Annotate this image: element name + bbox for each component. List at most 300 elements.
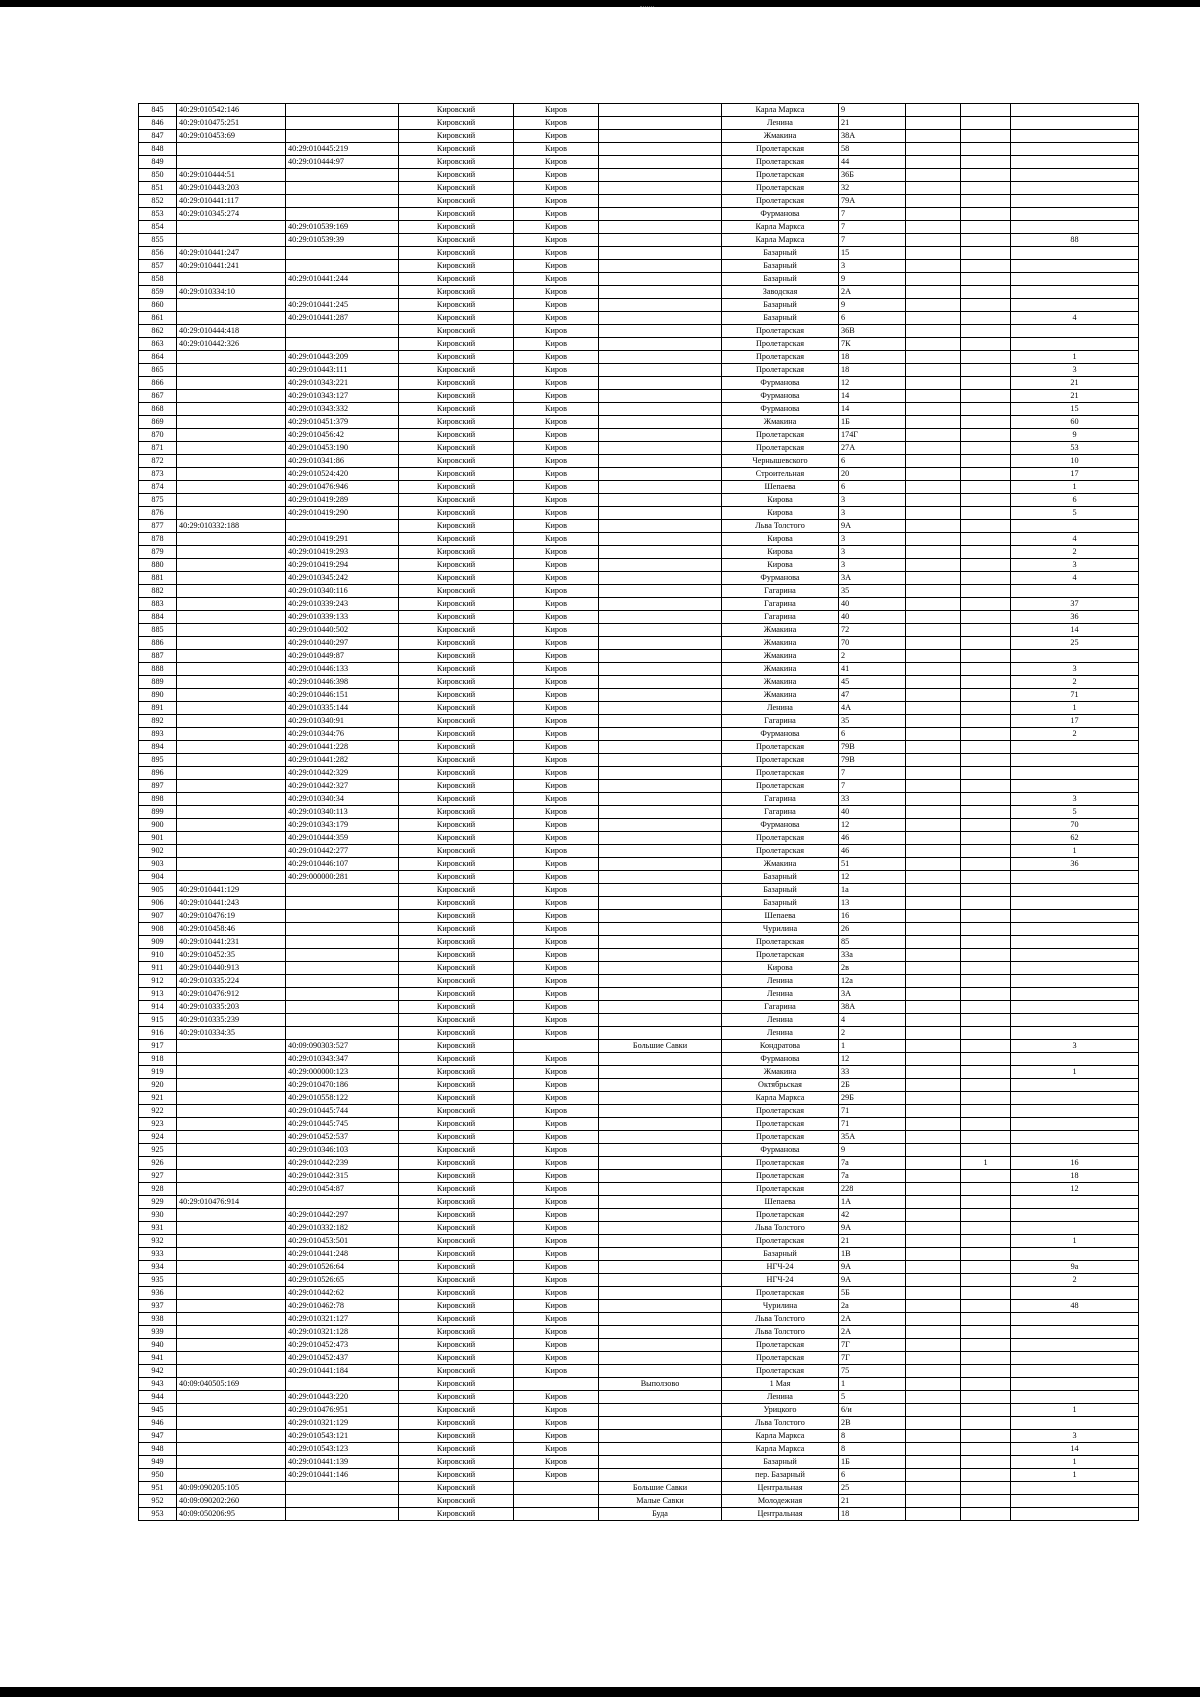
house-cell: 1Б: [839, 1456, 906, 1469]
house-cell: 7а: [839, 1170, 906, 1183]
village-cell: [599, 715, 722, 728]
city-cell: Киров: [514, 1430, 599, 1443]
flat-cell: [1011, 169, 1139, 182]
extra-cell-2: [961, 1482, 1011, 1495]
extra-cell-2: [961, 1365, 1011, 1378]
street-cell: Льва Толстого: [722, 520, 839, 533]
extra-cell-2: [961, 533, 1011, 546]
house-cell: 38А: [839, 130, 906, 143]
extra-cell-2: [961, 338, 1011, 351]
table-row: [139, 1183, 1139, 1196]
city-cell: Киров: [514, 1170, 599, 1183]
flat-cell: 3: [1011, 364, 1139, 377]
extra-cell-2: [961, 1131, 1011, 1144]
cadastral-number: [177, 650, 286, 663]
village-cell: [599, 1248, 722, 1261]
row-number: 889: [139, 676, 177, 689]
cadastral-number: [177, 1092, 286, 1105]
row-number: 933: [139, 1248, 177, 1261]
cadastral-number: [177, 832, 286, 845]
city-cell: Киров: [514, 1235, 599, 1248]
row-number: 854: [139, 221, 177, 234]
house-cell: 6: [839, 481, 906, 494]
extra-cell-1: [906, 299, 961, 312]
table-row: [139, 780, 1139, 793]
village-cell: [599, 1014, 722, 1027]
table-row: [139, 377, 1139, 390]
cadastral-number: 40:29:010441:241: [177, 260, 286, 273]
district-cell: Кировский: [399, 260, 514, 273]
extra-cell-2: [961, 104, 1011, 117]
village-cell: [599, 377, 722, 390]
row-number: 929: [139, 1196, 177, 1209]
city-cell: Киров: [514, 1326, 599, 1339]
village-cell: [599, 1209, 722, 1222]
extra-cell-1: [906, 741, 961, 754]
row-number: 863: [139, 338, 177, 351]
city-cell: Киров: [514, 104, 599, 117]
row-number: 916: [139, 1027, 177, 1040]
extra-cell-2: [961, 1339, 1011, 1352]
city-cell: Киров: [514, 403, 599, 416]
extra-cell-2: [961, 390, 1011, 403]
table-row: [139, 1391, 1139, 1404]
house-cell: 14: [839, 390, 906, 403]
district-cell: Кировский: [399, 247, 514, 260]
district-cell: Кировский: [399, 546, 514, 559]
flat-cell: 18: [1011, 1170, 1139, 1183]
flat-cell: 1: [1011, 1404, 1139, 1417]
cadastral-number-alt: [286, 884, 399, 897]
extra-cell-1: [906, 1287, 961, 1300]
table-row: [139, 247, 1139, 260]
cadastral-number: 40:29:010335:203: [177, 1001, 286, 1014]
street-cell: Фурманова: [722, 728, 839, 741]
city-cell: Киров: [514, 1131, 599, 1144]
house-cell: 42: [839, 1209, 906, 1222]
table-row: [139, 1157, 1139, 1170]
district-cell: Кировский: [399, 1053, 514, 1066]
cadastral-number-alt: [286, 923, 399, 936]
cadastral-number: [177, 728, 286, 741]
row-number: 905: [139, 884, 177, 897]
street-cell: Гагарина: [722, 806, 839, 819]
street-cell: Фурманова: [722, 1144, 839, 1157]
extra-cell-1: [906, 1352, 961, 1365]
house-cell: 1а: [839, 884, 906, 897]
cadastral-number-alt: [286, 949, 399, 962]
street-cell: Гагарина: [722, 598, 839, 611]
table-row: [139, 1274, 1139, 1287]
extra-cell-1: [906, 1482, 961, 1495]
city-cell: Киров: [514, 507, 599, 520]
cadastral-number: 40:09:040505:169: [177, 1378, 286, 1391]
street-cell: Пролетарская: [722, 429, 839, 442]
city-cell: Киров: [514, 429, 599, 442]
table-row: [139, 1352, 1139, 1365]
house-cell: 1: [839, 1040, 906, 1053]
village-cell: [599, 819, 722, 832]
cadastral-number-alt: 40:29:010335:144: [286, 702, 399, 715]
cadastral-number: [177, 533, 286, 546]
cadastral-number-alt: 40:29:010446:107: [286, 858, 399, 871]
table-row: [139, 312, 1139, 325]
cadastral-number: 40:29:010441:117: [177, 195, 286, 208]
street-cell: НГЧ-24: [722, 1274, 839, 1287]
flat-cell: 2: [1011, 546, 1139, 559]
district-cell: Кировский: [399, 1352, 514, 1365]
street-cell: Кондратова: [722, 1040, 839, 1053]
row-number: 912: [139, 975, 177, 988]
row-number: 869: [139, 416, 177, 429]
extra-cell-2: [961, 507, 1011, 520]
city-cell: Киров: [514, 910, 599, 923]
city-cell: Киров: [514, 1157, 599, 1170]
district-cell: Кировский: [399, 676, 514, 689]
cadastral-number: [177, 715, 286, 728]
street-cell: Базарный: [722, 871, 839, 884]
cadastral-number: 40:29:010442:326: [177, 338, 286, 351]
cadastral-number-alt: 40:29:010321:127: [286, 1313, 399, 1326]
cadastral-number: [177, 1326, 286, 1339]
row-number: 888: [139, 663, 177, 676]
table-row: [139, 728, 1139, 741]
extra-cell-1: [906, 1430, 961, 1443]
village-cell: [599, 650, 722, 663]
cadastral-number: [177, 689, 286, 702]
cadastral-number: [177, 1157, 286, 1170]
cadastral-number: [177, 1287, 286, 1300]
house-cell: 9: [839, 1144, 906, 1157]
house-cell: 2А: [839, 1313, 906, 1326]
cadastral-number-alt: 40:29:010343:179: [286, 819, 399, 832]
street-cell: Базарный: [722, 1456, 839, 1469]
extra-cell-2: [961, 481, 1011, 494]
house-cell: 2: [839, 1027, 906, 1040]
extra-cell-1: [906, 624, 961, 637]
cadastral-number-alt: 40:29:010442:297: [286, 1209, 399, 1222]
table-row: [139, 351, 1139, 364]
cadastral-number: [177, 806, 286, 819]
extra-cell-1: [906, 364, 961, 377]
city-cell: Киров: [514, 936, 599, 949]
district-cell: Кировский: [399, 806, 514, 819]
street-cell: Пролетарская: [722, 195, 839, 208]
village-cell: Выползово: [599, 1378, 722, 1391]
house-cell: 3: [839, 507, 906, 520]
city-cell: Киров: [514, 1014, 599, 1027]
street-cell: Кирова: [722, 533, 839, 546]
city-cell: Киров: [514, 546, 599, 559]
village-cell: [599, 390, 722, 403]
row-number: 904: [139, 871, 177, 884]
village-cell: [599, 1404, 722, 1417]
row-number: 914: [139, 1001, 177, 1014]
extra-cell-1: [906, 884, 961, 897]
table-row: [139, 1404, 1139, 1417]
extra-cell-1: [906, 715, 961, 728]
table-row: [139, 455, 1139, 468]
extra-cell-2: [961, 1274, 1011, 1287]
street-cell: Карла Маркса: [722, 234, 839, 247]
table-row: [139, 117, 1139, 130]
extra-cell-2: [961, 403, 1011, 416]
house-cell: 7: [839, 208, 906, 221]
extra-cell-2: [961, 728, 1011, 741]
cadastral-number-alt: 40:29:010332:182: [286, 1222, 399, 1235]
extra-cell-2: [961, 1300, 1011, 1313]
village-cell: [599, 130, 722, 143]
house-cell: 41: [839, 663, 906, 676]
district-cell: Кировский: [399, 1378, 514, 1391]
city-cell: Киров: [514, 520, 599, 533]
row-number: 853: [139, 208, 177, 221]
flat-cell: [1011, 1014, 1139, 1027]
district-cell: Кировский: [399, 286, 514, 299]
city-cell: Киров: [514, 1469, 599, 1482]
cadastral-number-alt: 40:29:010462:78: [286, 1300, 399, 1313]
extra-cell-2: [961, 663, 1011, 676]
table-row: [139, 1027, 1139, 1040]
city-cell: Киров: [514, 234, 599, 247]
village-cell: [599, 429, 722, 442]
scan-speck: [640, 6, 654, 10]
house-cell: 20: [839, 468, 906, 481]
flat-cell: 1: [1011, 702, 1139, 715]
cadastral-number: [177, 871, 286, 884]
city-cell: Киров: [514, 338, 599, 351]
extra-cell-1: [906, 520, 961, 533]
house-cell: 2В: [839, 1417, 906, 1430]
extra-cell-2: [961, 1378, 1011, 1391]
flat-cell: [1011, 585, 1139, 598]
cadastral-number-alt: [286, 1027, 399, 1040]
cadastral-number: [177, 1339, 286, 1352]
row-number: 866: [139, 377, 177, 390]
street-cell: Пролетарская: [722, 1131, 839, 1144]
city-cell: Киров: [514, 1456, 599, 1469]
district-cell: Кировский: [399, 312, 514, 325]
house-cell: 7: [839, 767, 906, 780]
house-cell: 46: [839, 832, 906, 845]
cadastral-number: [177, 1248, 286, 1261]
row-number: 887: [139, 650, 177, 663]
district-cell: Кировский: [399, 728, 514, 741]
district-cell: Кировский: [399, 1040, 514, 1053]
house-cell: 21: [839, 1495, 906, 1508]
scan-border-top: [0, 0, 1200, 7]
extra-cell-1: [906, 663, 961, 676]
flat-cell: [1011, 1222, 1139, 1235]
row-number: 875: [139, 494, 177, 507]
house-cell: 71: [839, 1105, 906, 1118]
cadastral-number: [177, 1430, 286, 1443]
extra-cell-2: [961, 1118, 1011, 1131]
table-row: [139, 169, 1139, 182]
extra-cell-1: [906, 780, 961, 793]
street-cell: Карла Маркса: [722, 104, 839, 117]
cadastral-number: [177, 1040, 286, 1053]
district-cell: Кировский: [399, 572, 514, 585]
extra-cell-1: [906, 533, 961, 546]
house-cell: 46: [839, 845, 906, 858]
city-cell: Киров: [514, 377, 599, 390]
city-cell: Киров: [514, 858, 599, 871]
street-cell: Льва Толстого: [722, 1326, 839, 1339]
city-cell: Киров: [514, 1001, 599, 1014]
flat-cell: 1: [1011, 1456, 1139, 1469]
extra-cell-1: [906, 507, 961, 520]
flat-cell: 88: [1011, 234, 1139, 247]
extra-cell-2: [961, 559, 1011, 572]
extra-cell-2: [961, 962, 1011, 975]
cadastral-number-alt: [286, 182, 399, 195]
city-cell: Киров: [514, 143, 599, 156]
cadastral-number: [177, 468, 286, 481]
row-number: 849: [139, 156, 177, 169]
extra-cell-1: [906, 130, 961, 143]
district-cell: Кировский: [399, 1248, 514, 1261]
row-number: 856: [139, 247, 177, 260]
cadastral-number: 40:29:010443:203: [177, 182, 286, 195]
flat-cell: [1011, 1365, 1139, 1378]
street-cell: Пролетарская: [722, 741, 839, 754]
district-cell: Кировский: [399, 845, 514, 858]
flat-cell: 48: [1011, 1300, 1139, 1313]
district-cell: Кировский: [399, 273, 514, 286]
cadastral-number: 40:29:010476:914: [177, 1196, 286, 1209]
extra-cell-1: [906, 325, 961, 338]
cadastral-number: [177, 546, 286, 559]
village-cell: [599, 156, 722, 169]
city-cell: Киров: [514, 247, 599, 260]
extra-cell-2: [961, 1313, 1011, 1326]
house-cell: 25: [839, 1482, 906, 1495]
flat-cell: [1011, 962, 1139, 975]
cadastral-number: 40:29:010542:146: [177, 104, 286, 117]
cadastral-number-alt: 40:29:010419:293: [286, 546, 399, 559]
cadastral-number-alt: 40:29:010345:242: [286, 572, 399, 585]
village-cell: [599, 117, 722, 130]
cadastral-number-alt: [286, 897, 399, 910]
village-cell: [599, 338, 722, 351]
village-cell: [599, 663, 722, 676]
district-cell: Кировский: [399, 1404, 514, 1417]
extra-cell-2: [961, 312, 1011, 325]
flat-cell: [1011, 156, 1139, 169]
district-cell: Кировский: [399, 520, 514, 533]
extra-cell-2: [961, 286, 1011, 299]
city-cell: Киров: [514, 715, 599, 728]
cadastral-number-alt: 40:29:010445:744: [286, 1105, 399, 1118]
cadastral-number-alt: 40:29:010442:327: [286, 780, 399, 793]
cadastral-number: 40:29:010332:188: [177, 520, 286, 533]
house-cell: 3: [839, 533, 906, 546]
row-number: 924: [139, 1131, 177, 1144]
extra-cell-2: [961, 897, 1011, 910]
flat-cell: [1011, 1079, 1139, 1092]
district-cell: Кировский: [399, 1261, 514, 1274]
extra-cell-1: [906, 689, 961, 702]
village-cell: [599, 1430, 722, 1443]
village-cell: [599, 845, 722, 858]
row-number: 908: [139, 923, 177, 936]
table-row: [139, 572, 1139, 585]
cadastral-number-alt: [286, 325, 399, 338]
flat-cell: 4: [1011, 572, 1139, 585]
street-cell: Карла Маркса: [722, 1443, 839, 1456]
extra-cell-2: [961, 351, 1011, 364]
village-cell: [599, 299, 722, 312]
cadastral-number-alt: 40:29:010340:91: [286, 715, 399, 728]
city-cell: Киров: [514, 1144, 599, 1157]
district-cell: Кировский: [399, 390, 514, 403]
street-cell: Ленина: [722, 117, 839, 130]
village-cell: [599, 286, 722, 299]
house-cell: 12а: [839, 975, 906, 988]
flat-cell: 17: [1011, 715, 1139, 728]
extra-cell-2: [961, 1001, 1011, 1014]
cadastral-number: [177, 1300, 286, 1313]
district-cell: Кировский: [399, 1339, 514, 1352]
flat-cell: 3: [1011, 663, 1139, 676]
village-cell: [599, 1053, 722, 1066]
extra-cell-2: [961, 1469, 1011, 1482]
row-number: 851: [139, 182, 177, 195]
flat-cell: [1011, 884, 1139, 897]
city-cell: Киров: [514, 533, 599, 546]
district-cell: Кировский: [399, 1300, 514, 1313]
district-cell: Кировский: [399, 130, 514, 143]
registry-sheet: [138, 103, 1138, 1521]
cadastral-number: [177, 767, 286, 780]
table-row: [139, 468, 1139, 481]
district-cell: Кировский: [399, 793, 514, 806]
house-cell: 71: [839, 1118, 906, 1131]
row-number: 934: [139, 1261, 177, 1274]
extra-cell-1: [906, 286, 961, 299]
cadastral-number: 40:29:010334:35: [177, 1027, 286, 1040]
city-cell: Киров: [514, 1079, 599, 1092]
street-cell: Пролетарская: [722, 1235, 839, 1248]
house-cell: 44: [839, 156, 906, 169]
flat-cell: [1011, 1131, 1139, 1144]
extra-cell-1: [906, 832, 961, 845]
flat-cell: 5: [1011, 806, 1139, 819]
house-cell: 58: [839, 143, 906, 156]
village-cell: [599, 1131, 722, 1144]
street-cell: Пролетарская: [722, 845, 839, 858]
village-cell: [599, 416, 722, 429]
street-cell: Урицкого: [722, 1404, 839, 1417]
cadastral-number-alt: 40:29:010344:76: [286, 728, 399, 741]
table-row: [139, 1430, 1139, 1443]
district-cell: Кировский: [399, 598, 514, 611]
city-cell: Киров: [514, 286, 599, 299]
district-cell: Кировский: [399, 234, 514, 247]
cadastral-number: [177, 845, 286, 858]
village-cell: [599, 611, 722, 624]
table-row: [139, 195, 1139, 208]
extra-cell-1: [906, 1092, 961, 1105]
street-cell: Пролетарская: [722, 754, 839, 767]
cadastral-number: [177, 1352, 286, 1365]
street-cell: Пролетарская: [722, 832, 839, 845]
row-number: 886: [139, 637, 177, 650]
city-cell: Киров: [514, 1183, 599, 1196]
cadastral-number-alt: 40:29:010446:398: [286, 676, 399, 689]
cadastral-number: [177, 1209, 286, 1222]
